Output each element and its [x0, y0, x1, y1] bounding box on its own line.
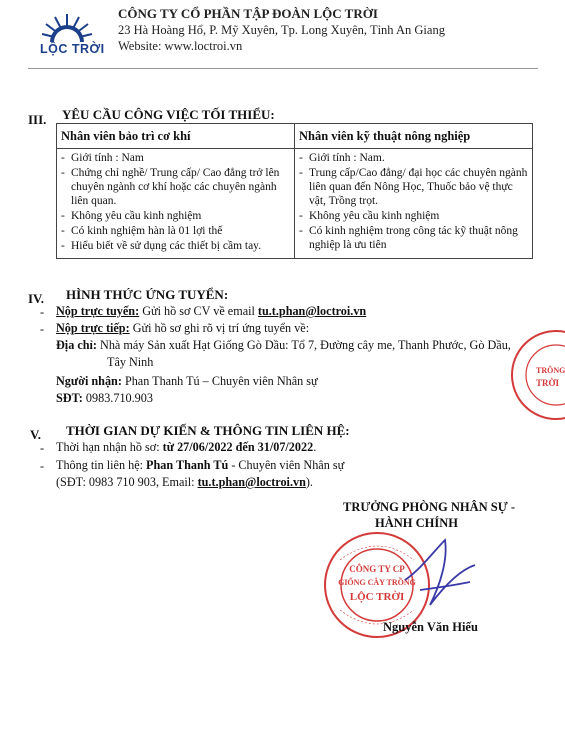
contact-label: Thông tin liên hệ: — [56, 458, 143, 472]
receiver-label: Người nhận: — [56, 374, 122, 388]
deadline-line: Thời hạn nhận hồ sơ: từ 27/06/2022 đến 31/07/2022. — [56, 440, 317, 454]
apply-email-link[interactable]: tu.t.phan@loctroi.vn — [257, 304, 367, 318]
online-apply-text: Gửi hồ sơ CV về email — [142, 304, 255, 318]
col-header-mechanical: Nhân viên bảo trì cơ khí — [57, 124, 295, 149]
svg-text:LỘC TRỜI: LỘC TRỜI — [349, 591, 405, 603]
signer-title-1: TRƯỞNG PHÒNG NHÂN SỰ - — [343, 500, 515, 514]
phone-text: 0983.710.903 — [85, 391, 153, 405]
contact-line-2 — [56, 475, 313, 490]
company-name: CÔNG TY CỔ PHẦN TẬP ĐOÀN LỘC TRỜI — [118, 6, 378, 21]
svg-text:GIỐNG CÂY TRỒNG: GIỐNG CÂY TRỒNG — [338, 578, 416, 587]
company-website: Website: www.loctroi.vn — [118, 39, 243, 53]
signer-title-2: HÀNH CHÍNH — [375, 516, 458, 530]
deadline-label: Thời hạn nhận hồ sơ: — [56, 440, 160, 454]
direct-apply-text: Gửi hồ sơ ghi rõ vị trí ứng tuyển về: — [132, 321, 310, 335]
col-header-agriculture: Nhân viên kỹ thuật nông nghiệp — [295, 124, 533, 149]
contact-suffix: ). — [305, 475, 313, 489]
list-item: - Có kinh nghiệm hàn là 01 lợi thế — [61, 224, 290, 238]
signer-name: Nguyễn Văn Hiếu — [383, 620, 478, 634]
section-3-title: YÊU CẦU CÔNG VIỆC TỐI THIỂU: — [62, 107, 275, 122]
bullet-dash: - — [40, 441, 45, 455]
deadline-value: từ 27/06/2022 đến 31/07/2022 — [162, 440, 314, 454]
mechanical-requirements — [57, 149, 295, 259]
online-apply-label: Nộp trực tuyến: — [56, 304, 140, 318]
bullet-dash: - — [40, 305, 45, 319]
svg-text:TRỜI: TRỜI — [536, 378, 560, 388]
svg-text:TRÔNG: TRÔNG — [536, 366, 565, 375]
contact-email-link[interactable]: tu.t.phan@loctroi.vn — [197, 475, 306, 489]
agriculture-requirements — [295, 149, 533, 259]
list-item: - Chứng chỉ nghề/ Trung cấp/ Cao đẳng trở lên chuyên ngành cơ khí hoặc các chuyên ngành liên quan. — [61, 166, 290, 208]
contact-name: Phan Thanh Tú — [146, 458, 229, 472]
list-item: - Giới tính : Nam — [61, 151, 290, 165]
direct-apply-line — [56, 321, 309, 336]
header-divider — [28, 68, 538, 69]
address-text: Nhà máy Sản xuất Hạt Giống Gò Dầu: Tổ 7, Đường cây me, Thanh Phước, Gò Dầu, — [100, 338, 511, 352]
svg-text:CÔNG TY CP: CÔNG TY CP — [349, 564, 405, 574]
page-stamp-partial — [506, 328, 565, 423]
company-address: 23 Hà Hoàng Hổ, P. Mỹ Xuyên, Tp. Long Xuyên, Tỉnh An Giang — [118, 23, 445, 37]
section-3-number: III. — [28, 112, 47, 127]
receiver-text: Phan Thanh Tú – Chuyên viên Nhân sự — [124, 374, 318, 388]
section-4-number: IV. — [28, 291, 45, 306]
section-5-number: V. — [30, 427, 41, 442]
list-item: - Hiểu biết về sử dụng các thiết bị cầm tay. — [61, 239, 290, 253]
receiver-line — [56, 374, 318, 389]
contact-phone-text: (SĐT: 0983 710 903, Email: — [56, 475, 195, 489]
logo-text: LỘC TRỜI — [40, 42, 105, 56]
address-line-2: Tây Ninh — [107, 355, 154, 369]
online-apply-line — [56, 304, 366, 319]
direct-apply-label: Nộp trực tiếp: — [56, 321, 130, 335]
list-item: - Có kinh nghiệm trong công tác kỹ thuật nông nghiệp là ưu tiên — [299, 224, 528, 252]
requirements-table — [56, 123, 533, 259]
bullet-dash: - — [40, 459, 45, 473]
phone-line — [56, 391, 153, 406]
list-item: - Giới tính : Nam. — [299, 151, 528, 165]
contact-role: - Chuyên viên Nhân sự — [231, 458, 345, 472]
section-4-title: HÌNH THỨC ỨNG TUYỂN: — [66, 287, 229, 302]
address-label: Địa chỉ: — [56, 338, 97, 352]
list-item: - Không yêu cầu kinh nghiệm — [61, 209, 290, 223]
address-line — [56, 338, 511, 353]
list-item: - Không yêu cầu kinh nghiệm — [299, 209, 528, 223]
bullet-dash: - — [40, 322, 45, 336]
list-item: - Trung cấp/Cao đẳng/ đại học các chuyên ngành liên quan đến Nông Học, Thuốc bảo vệ thực vật, Trồng trọt. — [299, 166, 528, 208]
phone-label: SĐT: — [56, 391, 83, 405]
contact-line — [56, 458, 344, 473]
section-5-title: THỜI GIAN DỰ KIẾN & THÔNG TIN LIÊN HỆ: — [66, 423, 350, 438]
handwritten-signature — [400, 530, 480, 620]
